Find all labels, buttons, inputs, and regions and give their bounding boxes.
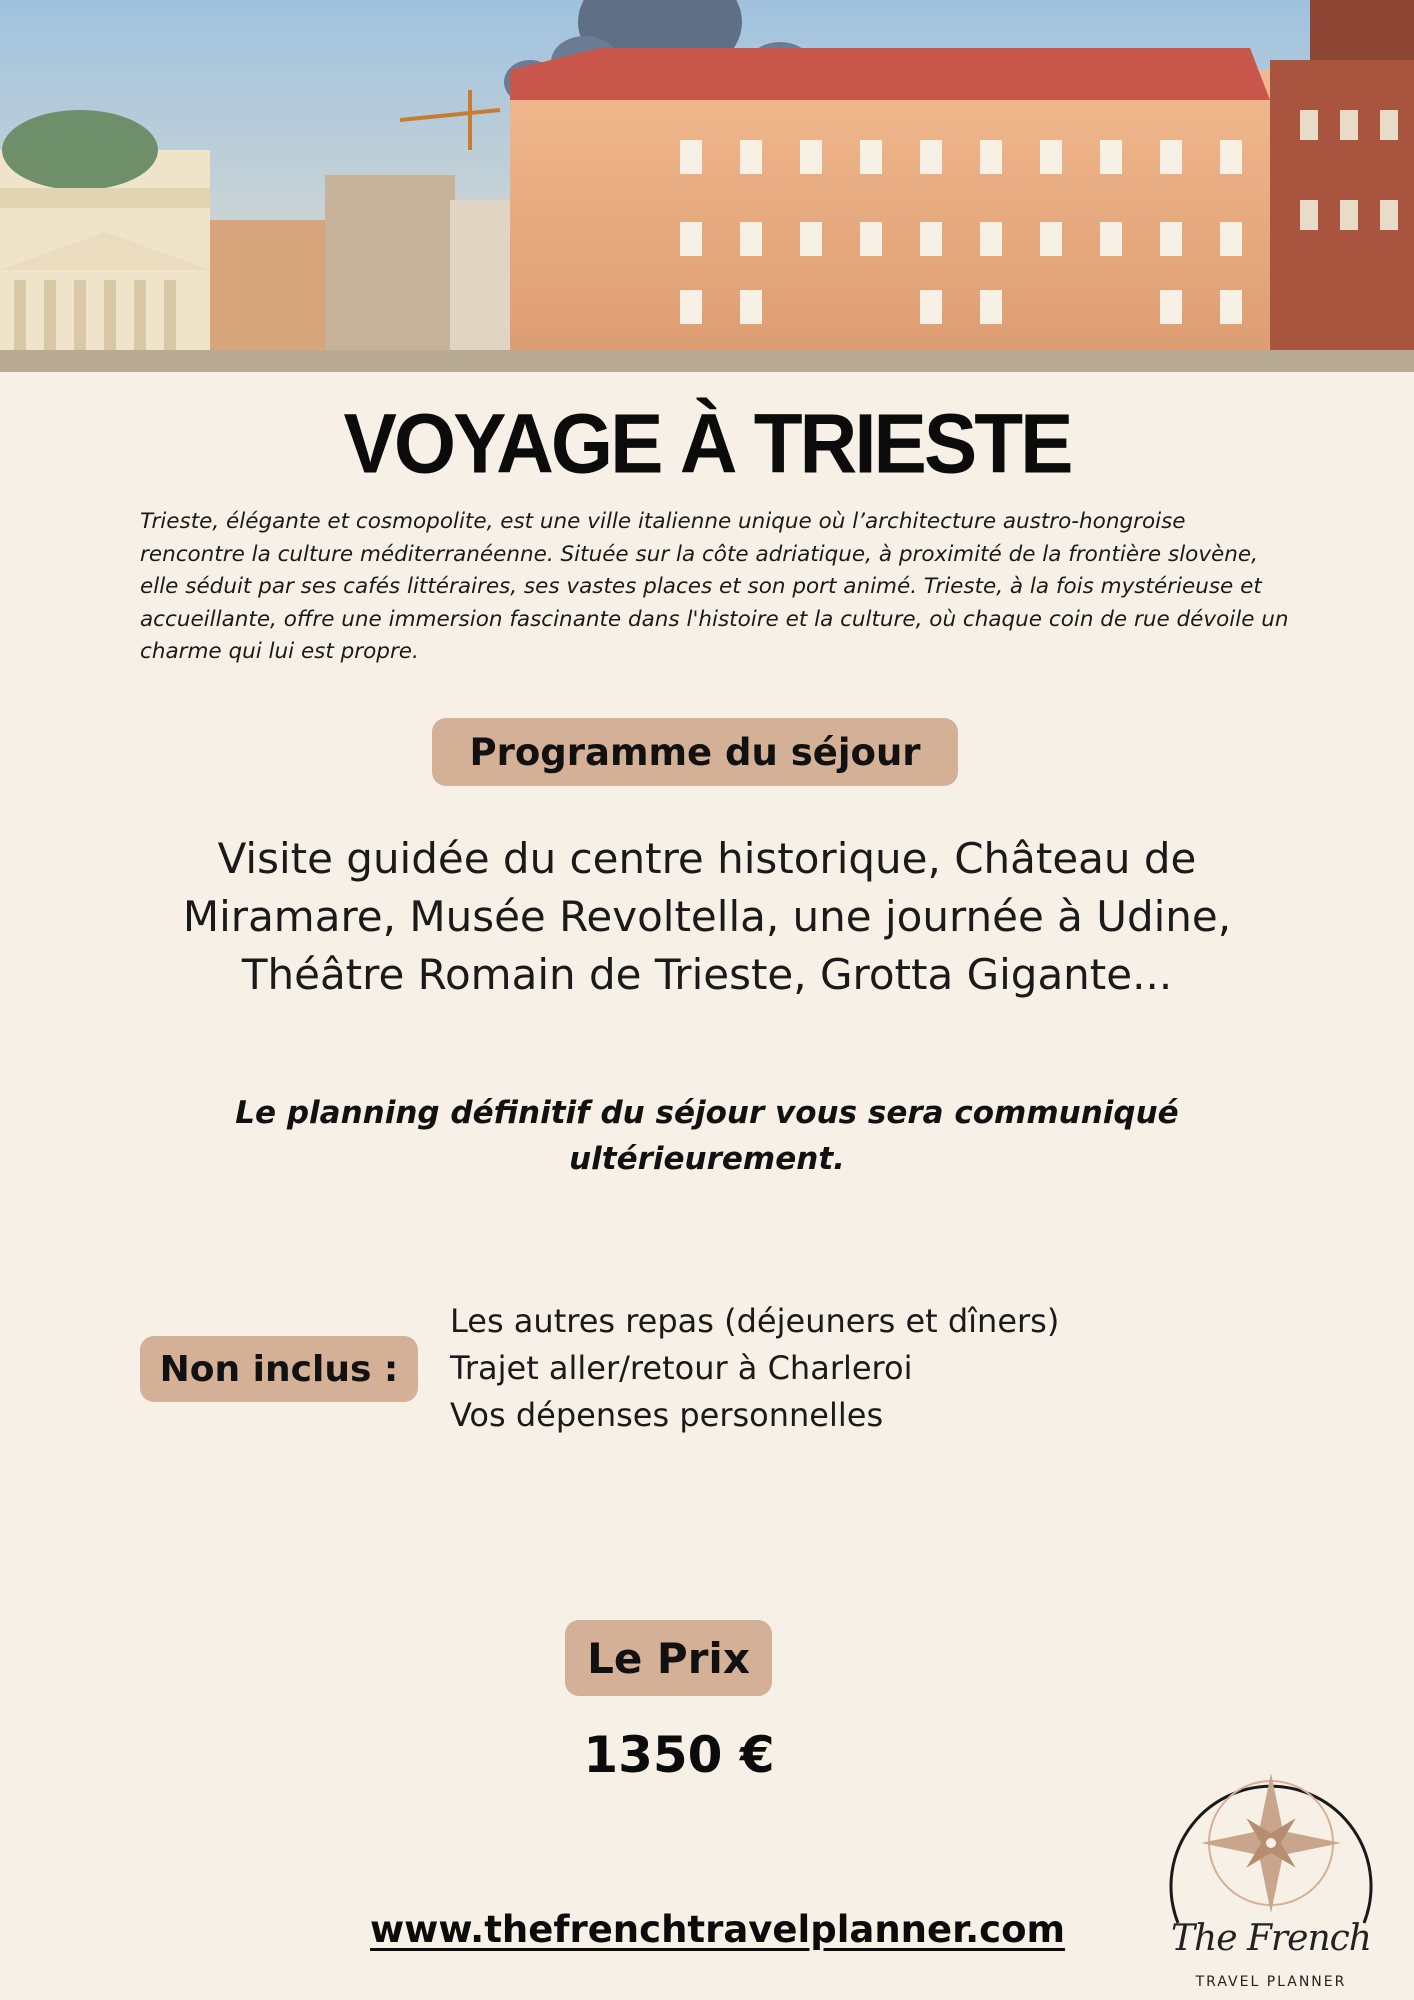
page-title: VOYAGE À TRIESTE	[343, 396, 1071, 491]
non-inclus-list	[450, 1298, 1150, 1439]
intro-paragraph: Trieste, élégante et cosmopolite, est une ville italienne unique où l’architecture austro-hongroise rencontre la culture méditerranéenne. Située sur la côte adriatique, à proximité de la frontière slovène, elle séduit par ses cafés littéraires, ses vastes places et son port animé. Trieste, à la fois mystérieuse et accueillante, offre une immersion fascinante dans l'histoire et la culture, où chaque coin de rue dévoile un charme qui lui est propre.	[140, 509, 1289, 664]
list-item: Vos dépenses personnelles	[450, 1396, 884, 1434]
hero-image-trieste	[0, 0, 1414, 372]
website-link[interactable]: www.thefrenchtravelplanner.com	[370, 1908, 1066, 1951]
list-item: Trajet aller/retour à Charleroi	[450, 1349, 913, 1387]
brand-logo	[1166, 1738, 1376, 2000]
logo-subtitle: TRAVEL PLANNER	[1195, 1974, 1347, 1990]
list-item: Les autres repas (déjeuners et dîners)	[450, 1302, 1060, 1340]
programme-text: Visite guidée du centre historique, Château de Miramare, Musée Revoltella, une journée à Udine, Théâtre Romain de Trieste, Grotta Gigante...	[182, 834, 1232, 999]
price-value: 1350 €	[583, 1726, 775, 1784]
logo-script-text: The French	[1171, 1918, 1371, 1959]
compass-star-icon	[1166, 1738, 1376, 1928]
non-inclus-heading: Non inclus :	[140, 1336, 418, 1402]
planning-note: Le planning définitif du séjour vous sera communiqué ultérieurement.	[235, 1095, 1179, 1177]
prix-heading: Le Prix	[565, 1620, 772, 1696]
programme-heading: Programme du séjour	[432, 718, 958, 786]
